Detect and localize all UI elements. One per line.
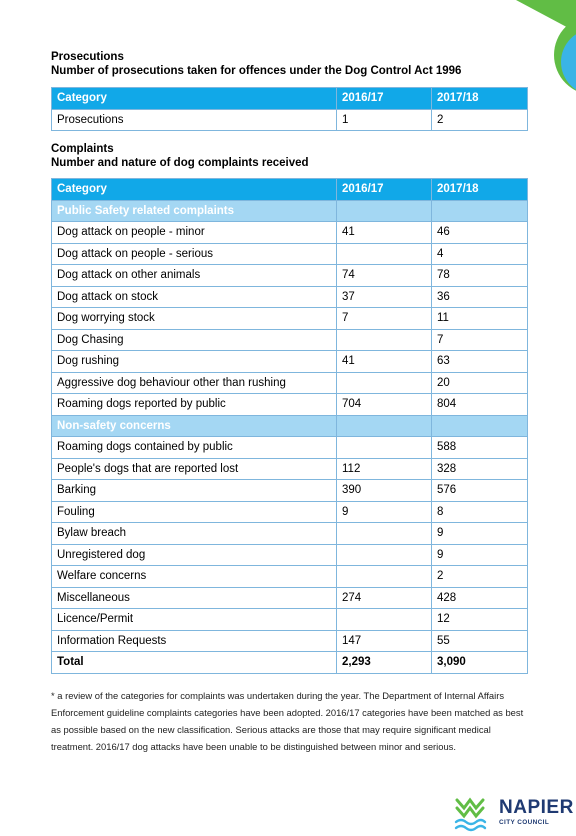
prosecutions-table — [51, 87, 528, 131]
cell-category: Miscellaneous — [52, 587, 337, 609]
column-header-2017-18: 2017/18 — [432, 88, 528, 110]
column-header-2016-17: 2016/17 — [337, 88, 432, 110]
cell-category: Roaming dogs reported by public — [52, 394, 337, 416]
cell-2017-18: 78 — [432, 265, 528, 287]
cell-2016-17 — [337, 566, 432, 588]
cell-category: Dog rushing — [52, 351, 337, 373]
cell-2016-17: 74 — [337, 265, 432, 287]
table-row — [52, 458, 528, 480]
cell-2017-18: 63 — [432, 351, 528, 373]
cell-2016-17: 147 — [337, 630, 432, 652]
cell-2017-18: 2 — [432, 109, 528, 131]
complaints-title: Complaints — [51, 143, 114, 155]
cell-2016-17: 390 — [337, 480, 432, 502]
cell-category: Total — [52, 652, 337, 674]
table-row — [52, 630, 528, 652]
cell-category: Dog attack on other animals — [52, 265, 337, 287]
table-row — [52, 265, 528, 287]
complaints-subtitle: Number and nature of dog complaints received — [51, 157, 309, 169]
table-row — [52, 109, 528, 131]
column-header-category: Category — [52, 179, 337, 201]
table-row — [52, 544, 528, 566]
cell-2017-18: 11 — [432, 308, 528, 330]
column-header-2016-17: 2016/17 — [337, 179, 432, 201]
table-row — [52, 394, 528, 416]
section-header-row — [52, 200, 528, 222]
cell-2017-18: 36 — [432, 286, 528, 308]
logo-subtitle: CITY COUNCIL — [499, 819, 550, 826]
cell-2017-18: 588 — [432, 437, 528, 459]
table-row — [52, 372, 528, 394]
cell-2016-17: 37 — [337, 286, 432, 308]
cell-2016-17: 41 — [337, 222, 432, 244]
cell-2016-17: 274 — [337, 587, 432, 609]
cell-category: Dog worrying stock — [52, 308, 337, 330]
section-empty-cell — [432, 200, 528, 222]
section-empty-cell — [432, 415, 528, 437]
table-row — [52, 609, 528, 631]
cell-category: Barking — [52, 480, 337, 502]
total-row — [52, 652, 528, 674]
section-empty-cell — [337, 415, 432, 437]
table-row — [52, 437, 528, 459]
cell-category: Roaming dogs contained by public — [52, 437, 337, 459]
cell-2017-18: 4 — [432, 243, 528, 265]
cell-2016-17: 704 — [337, 394, 432, 416]
section-label: Public Safety related complaints — [52, 200, 337, 222]
cell-2017-18: 20 — [432, 372, 528, 394]
table-row — [52, 501, 528, 523]
cell-2017-18: 9 — [432, 544, 528, 566]
cell-2017-18: 9 — [432, 523, 528, 545]
cell-category: Welfare concerns — [52, 566, 337, 588]
cell-category: Information Requests — [52, 630, 337, 652]
cell-2016-17 — [337, 243, 432, 265]
cell-2017-18: 2 — [432, 566, 528, 588]
cell-2016-17 — [337, 329, 432, 351]
prosecutions-heading — [51, 50, 461, 78]
cell-category: Licence/Permit — [52, 609, 337, 631]
cell-category: Prosecutions — [52, 109, 337, 131]
column-header-category: Category — [52, 88, 337, 110]
cell-category: Fouling — [52, 501, 337, 523]
section-label: Non-safety concerns — [52, 415, 337, 437]
cell-2016-17: 7 — [337, 308, 432, 330]
cell-2016-17 — [337, 523, 432, 545]
cell-2016-17: 41 — [337, 351, 432, 373]
cell-category: People's dogs that are reported lost — [52, 458, 337, 480]
cell-category: Dog attack on stock — [52, 286, 337, 308]
napier-logo — [447, 797, 575, 835]
cell-category: Dog attack on people - serious — [52, 243, 337, 265]
cell-2016-17: 9 — [337, 501, 432, 523]
prosecutions-title: Prosecutions — [51, 51, 124, 63]
table-row — [52, 329, 528, 351]
complaints-heading — [51, 142, 309, 170]
table-header-row — [52, 179, 528, 201]
cell-2017-18: 7 — [432, 329, 528, 351]
table-row — [52, 286, 528, 308]
cell-2017-18: 46 — [432, 222, 528, 244]
cell-2016-17 — [337, 372, 432, 394]
cell-2017-18: 804 — [432, 394, 528, 416]
cell-2016-17 — [337, 609, 432, 631]
table-header-row — [52, 88, 528, 110]
cell-2016-17 — [337, 544, 432, 566]
cell-2017-18: 576 — [432, 480, 528, 502]
table-row — [52, 480, 528, 502]
cell-category: Unregistered dog — [52, 544, 337, 566]
table-row — [52, 587, 528, 609]
table-row — [52, 351, 528, 373]
section-header-row — [52, 415, 528, 437]
section-empty-cell — [337, 200, 432, 222]
table-row — [52, 566, 528, 588]
cell-2017-18: 428 — [432, 587, 528, 609]
footnote: * a review of the categories for complaints was undertaken during the year. The Department of Internal Affairs Enforcement guideline complaints categories have been adopted. 2016/17 categories have been matched as best as possible based on the new classification. Serious attacks are those that may require significant medical treatment. 2016/17 dog attacks have been unable to be distinguished between minor and serious. — [51, 690, 524, 752]
cell-category: Aggressive dog behaviour other than rushing — [52, 372, 337, 394]
complaints-table — [51, 178, 528, 674]
cell-2017-18: 8 — [432, 501, 528, 523]
column-header-2017-18: 2017/18 — [432, 179, 528, 201]
cell-2016-17: 1 — [337, 109, 432, 131]
cell-category: Bylaw breach — [52, 523, 337, 545]
table-row — [52, 308, 528, 330]
table-row — [52, 523, 528, 545]
logo-name: NAPIER — [499, 797, 574, 818]
cell-2016-17: 112 — [337, 458, 432, 480]
cell-category: Dog attack on people - minor — [52, 222, 337, 244]
logo-mark-icon — [447, 797, 493, 835]
table-row — [52, 222, 528, 244]
cell-2017-18: 12 — [432, 609, 528, 631]
cell-2017-18: 3,090 — [432, 652, 528, 674]
cell-category: Dog Chasing — [52, 329, 337, 351]
table-row — [52, 243, 528, 265]
cell-2017-18: 55 — [432, 630, 528, 652]
cell-2016-17: 2,293 — [337, 652, 432, 674]
cell-2016-17 — [337, 437, 432, 459]
cell-2017-18: 328 — [432, 458, 528, 480]
prosecutions-subtitle: Number of prosecutions taken for offences under the Dog Control Act 1996 — [51, 65, 462, 77]
